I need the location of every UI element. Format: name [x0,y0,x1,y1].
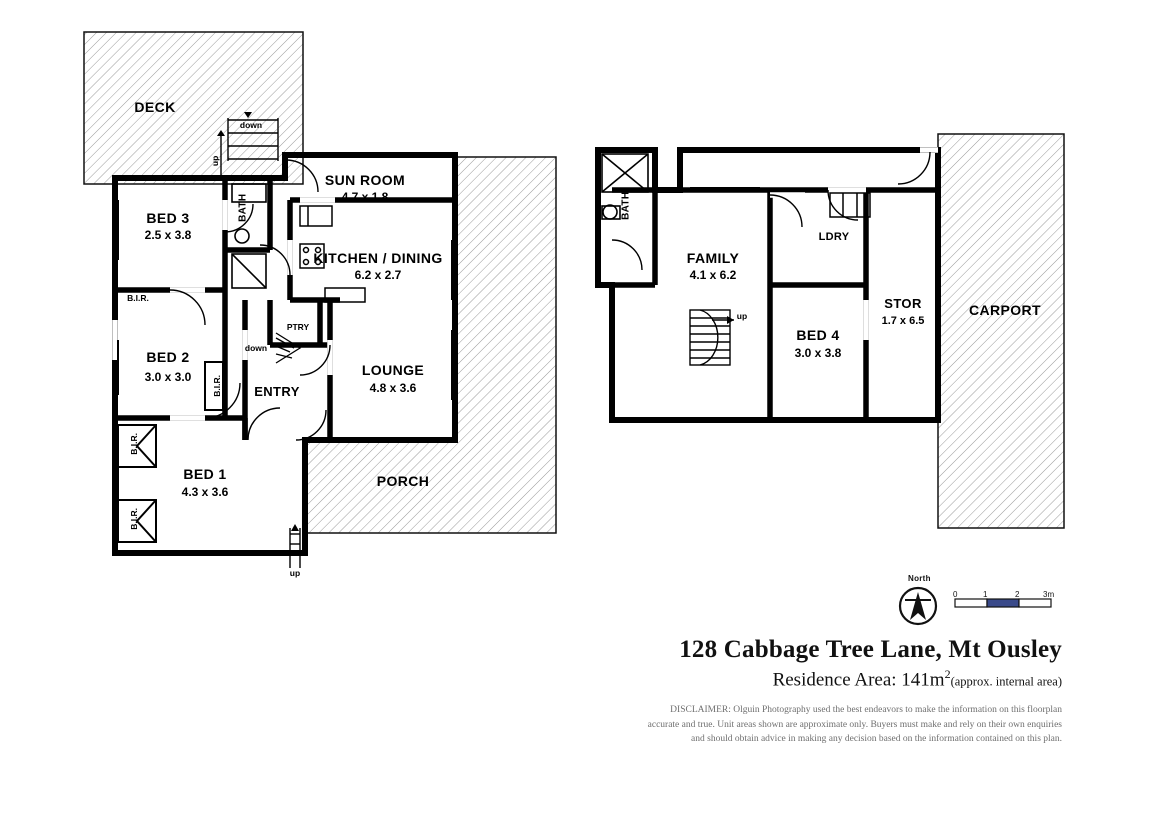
room-label-storage: STOR [884,296,922,311]
room-label-pantry: PTRY [286,322,310,332]
room-label-porch: PORCH [376,473,430,489]
room-dim-family: 4.1 x 6.2 [689,268,737,282]
room-label-kitchen-dining: KITCHEN / DINING [313,250,443,266]
room-label-bath-right: BATH [620,191,632,220]
room-label-family: FAMILY [686,250,740,266]
residence-area [502,667,1062,691]
scale-tick-2: 2 [1015,590,1020,599]
room-label-sun-room: SUN ROOM [324,172,406,188]
stair-label-up-porch: up [289,568,301,578]
compass-rose [900,588,936,624]
closet-label-bir-1: B.I.R. [127,293,149,303]
scale-bar-ticks [953,590,1053,602]
closet-label-bir-4: B.I.R. [129,508,140,530]
stair-label-up-family: up [736,311,748,321]
room-label-entry: ENTRY [254,384,300,399]
stair-label-up-deck: up [210,155,221,167]
pantry-stairs [276,333,300,363]
room-dim-bed-2: 3.0 x 3.0 [144,370,192,384]
room-label-bed-3: BED 3 [146,210,190,226]
room-label-laundry: LDRY [818,231,850,243]
carport-area [938,134,1064,528]
room-label-bed-4: BED 4 [796,327,840,343]
scale-tick-3: 3m [1043,590,1055,599]
disclaimer-line-2: accurate and true. Unit areas shown are approximate only. Buyers must make and rely on their own enquiries [647,719,1062,730]
disclaimer [442,703,1062,747]
scale-tick-1: 1 [983,590,988,599]
stair-label-down-deck: down [239,120,263,130]
room-dim-bed-1: 4.3 x 3.6 [181,485,229,499]
room-dim-sun-room: 4.7 x 1.8 [341,190,389,204]
residence-area-text: Residence Area: 141m [772,669,945,691]
room-label-deck: DECK [134,99,176,115]
room-label-bed-2: BED 2 [146,349,190,365]
stair-label-down-pantry: down [244,343,268,353]
right-windows [614,188,860,418]
room-label-bed-1: BED 1 [183,466,227,482]
room-label-carport: CARPORT [968,302,1042,318]
property-address: 128 Cabbage Tree Lane, Mt Ousley [679,636,1062,663]
closet-label-bir-3: B.I.R. [129,433,140,455]
room-dim-kitchen-dining: 6.2 x 2.7 [354,268,402,282]
closet-label-bir-2: B.I.R. [212,375,223,397]
room-dim-lounge: 4.8 x 3.6 [369,381,417,395]
compass-label: North [908,574,931,583]
room-dim-bed-3: 2.5 x 3.8 [144,228,192,242]
room-dim-storage: 1.7 x 6.5 [881,315,925,327]
room-label-bath-left: BATH [237,193,249,222]
room-dim-bed-4: 3.0 x 3.8 [794,346,842,360]
scale-tick-0: 0 [953,590,958,599]
disclaimer-line-3: and should obtain advice in making any decision based on the information contained on this plan. [691,734,1062,745]
room-label-lounge: LOUNGE [361,362,425,378]
title-block [502,636,1062,691]
residence-area-sup: 2 [944,667,951,681]
disclaimer-line-1: DISCLAIMER: Olguin Photography used the best endeavors to make the information on this floorplan [670,705,1062,715]
residence-area-approx: (approx. internal area) [950,674,1062,689]
